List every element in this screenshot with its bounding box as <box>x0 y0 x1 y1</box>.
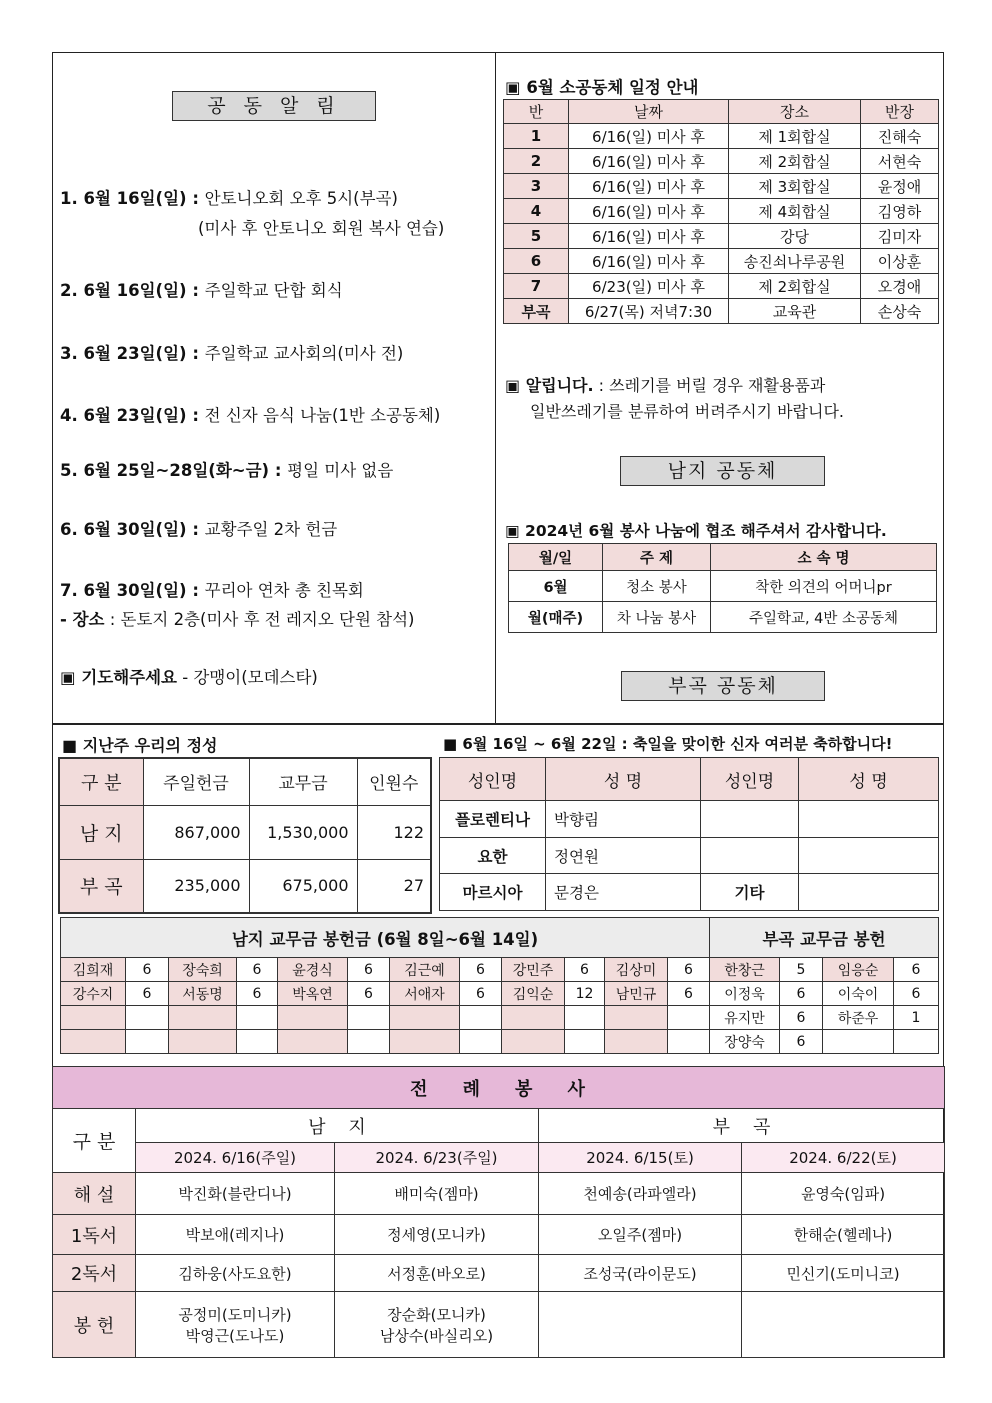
cell: 제 1회합실 <box>729 124 861 149</box>
cell: 유지만 <box>710 1006 780 1030</box>
cell: 6월 <box>509 571 603 602</box>
service-header: 주 제 <box>603 544 711 571</box>
offer-cell <box>742 1292 945 1358</box>
cell <box>799 838 939 874</box>
cell: 서동명 <box>169 982 237 1006</box>
cell: 6/27(목) 저녁7:30 <box>569 299 729 324</box>
cell: 1 <box>894 1006 939 1030</box>
notice-lead: 3. 6월 23일(일) : <box>60 344 205 363</box>
liturgy-role: 해 설 <box>53 1173 136 1215</box>
cell: 차 나눔 봉사 <box>603 602 711 633</box>
cell: 민신기(도미니코) <box>742 1255 945 1292</box>
offer-name: 박영근(도나도) <box>185 1326 285 1345</box>
cell: 천예송(라파엘라) <box>539 1173 742 1215</box>
cell: 청소 봉사 <box>603 571 711 602</box>
liturgy-label: 구 분 <box>53 1109 136 1173</box>
cell: 남민규 <box>605 982 668 1006</box>
cell: 오경애 <box>861 274 939 299</box>
notice-item-5 <box>60 457 393 481</box>
bugok-dues-title: 부곡 교무금 봉헌 <box>710 918 939 958</box>
cell: 이정욱 <box>710 982 780 1006</box>
table-row <box>509 571 937 602</box>
announcement <box>505 373 825 396</box>
cell: 6 <box>460 958 502 982</box>
cell <box>61 1030 126 1054</box>
feast-header: 성 명 <box>799 758 939 801</box>
notice-text: 안토니오회 오후 5시(부곡) <box>204 189 398 208</box>
table-row <box>504 274 939 299</box>
table-row <box>440 838 939 874</box>
cell: 정세영(모니카) <box>335 1215 539 1255</box>
cell: 김하웅(사도요한) <box>136 1255 335 1292</box>
feast-title: ■ 6월 16일 ~ 6월 22일 : 축일을 맞이한 신자 여러분 축하합니다! <box>443 735 893 753</box>
liturgy-namji: 남 지 <box>136 1109 539 1143</box>
feast-header: 성 명 <box>546 758 701 801</box>
notice-lead: 5. 6월 25일~28일(화~금) : <box>60 461 288 480</box>
liturgy-role: 봉 헌 <box>53 1292 136 1358</box>
table-row <box>53 1215 945 1255</box>
notice-text: 주일학교 단합 회식 <box>204 281 343 300</box>
place-lead: - 장소 <box>60 610 105 629</box>
cell: 675,000 <box>249 859 357 913</box>
cell: 6 <box>894 982 939 1006</box>
cell <box>502 1006 565 1030</box>
cell <box>126 1006 169 1030</box>
offering-title: ■ 지난주 우리의 정성 <box>62 736 218 755</box>
cell <box>460 1006 502 1030</box>
cell <box>565 1030 605 1054</box>
cell: 강수지 <box>61 982 126 1006</box>
cell: 임응순 <box>823 958 894 982</box>
cell: 진해숙 <box>861 124 939 149</box>
table-row <box>504 299 939 324</box>
cell: 7 <box>504 274 569 299</box>
cell: 마르시아 <box>440 874 546 911</box>
offering-header: 교무금 <box>249 758 357 805</box>
table-row <box>504 174 939 199</box>
notice-item-7 <box>60 577 364 601</box>
notice-text: 평일 미사 없음 <box>287 461 394 480</box>
prayer-request <box>60 664 318 688</box>
cell: 서애자 <box>390 982 460 1006</box>
cell <box>894 1030 939 1054</box>
cell: 강당 <box>729 224 861 249</box>
schedule-header: 반 <box>504 100 569 124</box>
cell: 6/16(일) 미사 후 <box>569 124 729 149</box>
namji-thanks: ▣ 2024년 6월 봉사 나눔에 협조 해주셔서 감사합니다. <box>505 522 887 540</box>
table-row <box>504 224 939 249</box>
cell: 문경은 <box>546 874 701 911</box>
notice-lead: 1. 6월 16일(일) : <box>60 189 205 208</box>
cell: 김희재 <box>61 958 126 982</box>
cell: 손상숙 <box>861 299 939 324</box>
table-row <box>61 1030 939 1054</box>
notice-item-3 <box>60 340 403 364</box>
cell: 2 <box>504 149 569 174</box>
schedule-header: 장소 <box>729 100 861 124</box>
notice-place <box>60 606 414 630</box>
liturgy-date: 2024. 6/16(주일) <box>136 1143 335 1173</box>
table-row <box>59 859 431 913</box>
table-row <box>53 1255 945 1292</box>
cell: 4 <box>504 199 569 224</box>
liturgy-role: 1독서 <box>53 1215 136 1255</box>
cell: 5 <box>504 224 569 249</box>
cell <box>126 1030 169 1054</box>
cell: 1,530,000 <box>249 805 357 859</box>
cell <box>169 1030 237 1054</box>
table-row <box>440 801 939 838</box>
cell: 송진쇠나루공원 <box>729 249 861 274</box>
schedule-header: 반장 <box>861 100 939 124</box>
notice-text: 교황주일 2차 헌금 <box>204 520 338 539</box>
cell: 착한 의견의 어머니pr <box>711 571 937 602</box>
announce-lead: ▣ 알립니다. <box>505 376 594 395</box>
liturgy-date: 2024. 6/15(토) <box>539 1143 742 1173</box>
offer-cell <box>539 1292 742 1358</box>
cell <box>390 1006 460 1030</box>
cell: 1 <box>504 124 569 149</box>
cell <box>565 1006 605 1030</box>
table-row <box>53 1292 945 1358</box>
cell: 부 곡 <box>59 859 143 913</box>
table-row <box>61 958 939 982</box>
cell <box>348 1030 390 1054</box>
cell: 6/16(일) 미사 후 <box>569 224 729 249</box>
offer-cell <box>335 1292 539 1358</box>
cell <box>502 1030 565 1054</box>
announcement-line2: 일반쓰레기를 분류하여 버려주시기 바랍니다. <box>530 402 845 421</box>
feast-table <box>439 757 939 911</box>
cell <box>668 1030 710 1054</box>
cell: 윤경식 <box>278 958 348 982</box>
prayer-lead: ▣ 기도해주세요 <box>60 668 177 687</box>
notice-item-4 <box>60 402 440 426</box>
cell: 교육관 <box>729 299 861 324</box>
place-text: : 돈토지 2층(미사 후 전 레지오 단원 참석) <box>104 610 415 629</box>
dues-table <box>60 917 939 1054</box>
cell <box>390 1030 460 1054</box>
cell: 김영하 <box>861 199 939 224</box>
liturgy-date: 2024. 6/22(토) <box>742 1143 945 1173</box>
cell: 한해순(헬레나) <box>742 1215 945 1255</box>
prayer-text: - 강맹이(모데스타) <box>176 668 318 687</box>
cell: 박진화(블란디나) <box>136 1173 335 1215</box>
liturgy-table <box>52 1066 945 1358</box>
service-header: 소 속 명 <box>711 544 937 571</box>
offering-header: 인원수 <box>357 758 431 805</box>
offer-cell <box>136 1292 335 1358</box>
cell: 6 <box>348 958 390 982</box>
bugok-title: 부곡 공동체 <box>621 671 825 701</box>
cell: 제 4회합실 <box>729 199 861 224</box>
cell: 김상미 <box>605 958 668 982</box>
cell <box>605 1006 668 1030</box>
cell: 6/16(일) 미사 후 <box>569 149 729 174</box>
cell: 부곡 <box>504 299 569 324</box>
top-divider <box>495 52 496 724</box>
liturgy-bugok: 부 곡 <box>539 1109 945 1143</box>
cell: 6 <box>460 982 502 1006</box>
cell: 6 <box>126 958 169 982</box>
cell: 정연원 <box>546 838 701 874</box>
cell: 867,000 <box>143 805 249 859</box>
namji-dues-title: 남지 교무금 봉헌금 (6월 8일~6월 14일) <box>61 918 710 958</box>
notice-text: 전 신자 음식 나눔(1반 소공동체) <box>204 406 441 425</box>
cell: 6/16(일) 미사 후 <box>569 249 729 274</box>
cell: 122 <box>357 805 431 859</box>
cell: 박향림 <box>546 801 701 838</box>
cell: 6 <box>348 982 390 1006</box>
cell: 서정훈(바오로) <box>335 1255 539 1292</box>
cell: 한창근 <box>710 958 780 982</box>
table-row <box>504 199 939 224</box>
cell <box>701 838 799 874</box>
table-row <box>504 149 939 174</box>
cell: 6 <box>565 958 605 982</box>
feast-header: 성인명 <box>701 758 799 801</box>
cell: 김미자 <box>861 224 939 249</box>
cell: 박보애(레지나) <box>136 1215 335 1255</box>
notice-item-6 <box>60 516 337 540</box>
cell <box>348 1006 390 1030</box>
cell <box>61 1006 126 1030</box>
cell: 장양숙 <box>710 1030 780 1054</box>
table-row <box>504 249 939 274</box>
schedule-table <box>503 99 939 324</box>
cell: 박옥연 <box>278 982 348 1006</box>
service-table <box>508 543 937 633</box>
cell: 제 3회합실 <box>729 174 861 199</box>
liturgy-title: 전 례 봉 사 <box>53 1067 945 1109</box>
cell: 김익순 <box>502 982 565 1006</box>
table-row <box>509 602 937 633</box>
cell: 남 지 <box>59 805 143 859</box>
cell: 제 2회합실 <box>729 149 861 174</box>
cell: 235,000 <box>143 859 249 913</box>
table-row <box>59 805 431 859</box>
cell: 김근예 <box>390 958 460 982</box>
feast-header: 성인명 <box>440 758 546 801</box>
cell: 6 <box>780 982 823 1006</box>
offering-table <box>58 757 432 914</box>
cell: 요한 <box>440 838 546 874</box>
cell: 기타 <box>701 874 799 911</box>
cell: 주일학교, 4반 소공동체 <box>711 602 937 633</box>
offer-name: 남상수(바실리오) <box>379 1326 494 1345</box>
cell <box>799 801 939 838</box>
announce-line1: : 쓰레기를 버릴 경우 재활용품과 <box>593 376 826 395</box>
cell: 제 2회합실 <box>729 274 861 299</box>
liturgy-role: 2독서 <box>53 1255 136 1292</box>
cell: 윤정애 <box>861 174 939 199</box>
cell: 배미숙(젬마) <box>335 1173 539 1215</box>
cell: 이숙이 <box>823 982 894 1006</box>
cell: 오일주(젬마) <box>539 1215 742 1255</box>
cell <box>278 1006 348 1030</box>
notice-item-1-sub: (미사 후 안토니오 회원 복사 연습) <box>198 219 445 238</box>
notice-item-2 <box>60 277 343 301</box>
cell: 6 <box>780 1030 823 1054</box>
cell <box>823 1030 894 1054</box>
table-row <box>504 124 939 149</box>
cell: 윤영숙(임파) <box>742 1173 945 1215</box>
cell: 6 <box>894 958 939 982</box>
notice-text: 꾸리아 연차 총 친목회 <box>204 581 364 600</box>
cell: 6/23(일) 미사 후 <box>569 274 729 299</box>
notice-lead: 2. 6월 16일(일) : <box>60 281 205 300</box>
cell: 6 <box>780 1006 823 1030</box>
cell: 6/16(일) 미사 후 <box>569 199 729 224</box>
namji-title: 남지 공동체 <box>620 456 825 486</box>
notice-text: 주일학교 교사회의(미사 전) <box>204 344 404 363</box>
service-header: 월/일 <box>509 544 603 571</box>
table-row <box>61 982 939 1006</box>
notice-lead: 7. 6월 30일(일) : <box>60 581 205 600</box>
cell: 6/16(일) 미사 후 <box>569 174 729 199</box>
notice-lead: 6. 6월 30일(일) : <box>60 520 205 539</box>
cell: 5 <box>780 958 823 982</box>
offering-header: 주일헌금 <box>143 758 249 805</box>
cell: 강민주 <box>502 958 565 982</box>
table-row <box>61 1006 939 1030</box>
cell <box>799 874 939 911</box>
cell <box>237 1006 278 1030</box>
cell <box>278 1030 348 1054</box>
notice-item-1 <box>60 185 398 209</box>
cell: 이상훈 <box>861 249 939 274</box>
cell: 6 <box>504 249 569 274</box>
offering-header: 구 분 <box>59 758 143 805</box>
cell: 6 <box>126 982 169 1006</box>
cell: 월(매주) <box>509 602 603 633</box>
table-row <box>53 1173 945 1215</box>
cell <box>701 801 799 838</box>
notice-lead: 4. 6월 23일(일) : <box>60 406 205 425</box>
offer-name: 공정미(도미니카) <box>178 1305 292 1324</box>
table-row <box>440 874 939 911</box>
cell: 조성국(라이문도) <box>539 1255 742 1292</box>
notices-title: 공 동 알 림 <box>172 91 376 121</box>
liturgy-date: 2024. 6/23(주일) <box>335 1143 539 1173</box>
cell <box>605 1030 668 1054</box>
cell: 서현숙 <box>861 149 939 174</box>
cell: 6 <box>237 982 278 1006</box>
cell: 장숙희 <box>169 958 237 982</box>
cell: 하준우 <box>823 1006 894 1030</box>
cell <box>668 1006 710 1030</box>
cell: 6 <box>668 982 710 1006</box>
cell: 27 <box>357 859 431 913</box>
cell <box>460 1030 502 1054</box>
cell: 플로렌티나 <box>440 801 546 838</box>
cell <box>169 1006 237 1030</box>
cell: 6 <box>237 958 278 982</box>
cell: 6 <box>668 958 710 982</box>
cell: 12 <box>565 982 605 1006</box>
schedule-header: 날짜 <box>569 100 729 124</box>
cell: 3 <box>504 174 569 199</box>
offer-name: 장순화(모니카) <box>387 1305 486 1324</box>
schedule-title: ▣ 6월 소공동체 일정 안내 <box>505 78 699 97</box>
cell <box>237 1030 278 1054</box>
